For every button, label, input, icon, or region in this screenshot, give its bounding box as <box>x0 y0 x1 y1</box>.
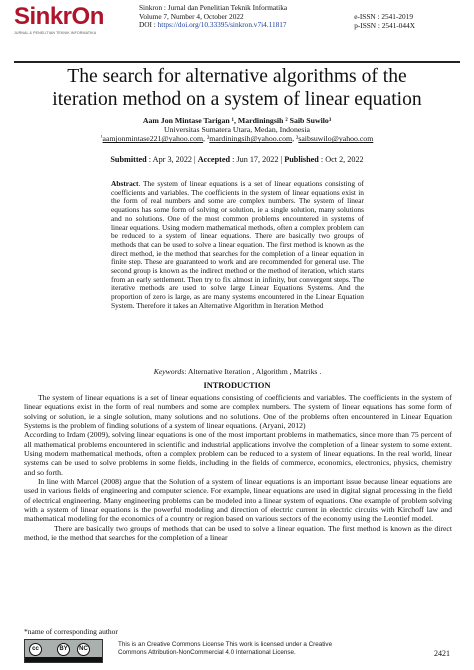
license-text <box>118 641 332 657</box>
cc-icon: cc <box>29 643 42 656</box>
logo-wordmark: SinkrOn <box>14 3 104 30</box>
email3-prefix: , ³ <box>292 134 299 144</box>
body-paragraph: The system of linear equations is a set of linear equations consisting of coefficients and variables. The coefficients in the system of linear equations exist in the form of real numbers and some are complex numbers. The system of linear equations has some form of solving or solution, ie a single solution, many solutions and no solutions. One of the problems often encountered in Linear Equation Systems is the problem of finding solutions of a system of linear equations. (Aryani, 2012) <box>24 393 452 431</box>
submission-dates <box>40 155 434 164</box>
eissn: e-ISSN : 2541-2019 <box>354 12 413 21</box>
abstract <box>111 180 364 311</box>
author-emails <box>40 134 434 143</box>
badge-strip <box>25 657 102 662</box>
noncommercial-icon: NC <box>77 643 90 656</box>
journal-name: Sinkron : Jurnal dan Penelitian Teknik Informatika <box>139 3 288 12</box>
submitted-label: Submitted <box>110 155 147 164</box>
doi-label: DOI : <box>139 20 158 30</box>
accepted-date: : Jun 17, 2022 | <box>230 155 285 164</box>
body-paragraph: In line with Marcel (2008) argue that the Solution of a system of linear equations is an important issue because linear equations are used in various fields of engineering and computer science. For example, linear equations are used in digital signal processing in the field of electrical engineering. Many engineering problems can be modeled into a linear system of equations. One example of problem solving with a system of linear equations is the powerful modeling and direction of electric current in electric circuits with Kirchoff law and mathematical modeling for the economics of a country or region based on various sectors of the economy using the Leontief model. <box>24 477 452 524</box>
volume-info: Volume 7, Number 4, October 2022 <box>139 11 244 21</box>
header-divider <box>14 61 460 63</box>
keywords <box>111 367 364 376</box>
doi-link[interactable]: https://doi.org/10.33395/sinkron.v7i4.11817 <box>157 20 287 30</box>
published-date: : Oct 2, 2022 <box>318 155 364 164</box>
keywords-text: : Alternative Iteration , Algorithm , Matriks . <box>184 367 322 376</box>
submitted-date: : Apr 3, 2022 | <box>146 155 198 164</box>
corresponding-author-footnote: *name of corresponding author <box>24 627 118 636</box>
body-text <box>24 393 452 543</box>
affiliation: Universitas Sumatera Utara, Medan, Indonesia <box>164 125 310 135</box>
logo-tagline: JURNAL & PENELITIAN TEKNIK INFORMATIKA <box>14 31 97 35</box>
pissn: p-ISSN : 2541-044X <box>354 21 415 31</box>
journal-info <box>139 4 349 30</box>
abstract-label: Abstract <box>111 179 139 188</box>
abstract-text: . The system of linear equations is a set of linear equations consisting of coefficients and variables. The coefficients in the system of linear equations exist in the form of real numbers and some are complex numbers. The system of linear equations has some form of solving or solution, ie a single solution, many solutions and no solutions. One of the most common problems encountered in systems of linear equations. Using modern mathematical methods, often a complex problem can be reduced to a system of linear equations. There are basically two groups of methods that can be used to solve a linear equation. The first method is known as the direct method, ie the method that searches for the completion of a linear equation in finite step. These are guaranteed to work and are recommended for general use. The second group is known as the indirect method or the method of iteration, which starts from an early settlement. Then try to fix almost in infinity, but convergent steps. The iterative methods are used to solve large Linear Equations Systems. And the proportion of zero is large, as are many systems encountered in the Linear Equation System. Therefore it takes an Alternative Algorithm in Iteration Method <box>111 179 364 310</box>
page-number: 2421 <box>434 649 450 658</box>
email-link-3[interactable]: saibsuwilo@yahoo.com <box>298 134 374 144</box>
author-block <box>40 116 434 144</box>
email2-prefix: , ² <box>203 134 210 144</box>
email-link-1[interactable]: aamjonmintase221@yahoo.com <box>102 134 204 144</box>
doi-line <box>139 21 349 30</box>
accepted-label: Accepted <box>197 155 231 164</box>
license-line-1: This is an Creative Commons License This work is licensed under a Creative <box>118 641 333 648</box>
issn-block <box>354 12 415 30</box>
email-link-2[interactable]: mardiningsih@yahoo.com <box>209 134 293 144</box>
attribution-icon: BY <box>57 643 70 656</box>
section-heading-introduction: INTRODUCTION <box>203 381 271 390</box>
body-paragraph: According to Irdam (2009), solving linear equations is one of the most important problems in mathematics, since more than 75 percent of all mathematical problems encountered in scientific and industrial applications involve the completion of a linear system to some extent. Using modern mathematical methods, often a complex problem can be reduced to a system of linear equations. In the real world, linear systems can be used to solve problems in some fields, including in the fields of commerce, economics, electronics, physics, chemistry and so forth. <box>24 430 452 477</box>
paper-title: The search for alternative algorithms of the iteration method on a system of linear equation <box>52 66 422 110</box>
journal-logo <box>14 4 124 42</box>
body-paragraph: There are basically two groups of methods that can be used to solve a linear equation. The first method is known as the direct method, ie the method that searches for the completion of a linear <box>24 523 452 543</box>
license-line-2: Commons Attribution-NonCommercial 4.0 International License. <box>118 649 296 657</box>
keywords-label: Keywords <box>153 367 185 376</box>
email1-prefix: ¹ <box>100 135 103 142</box>
author-names: Aam Jon Mintase Tarigan ¹, Mardiningsih ² Saib Suwilo³ <box>142 116 332 125</box>
cc-license-badge[interactable] <box>24 639 103 663</box>
published-label: Published <box>284 155 319 164</box>
